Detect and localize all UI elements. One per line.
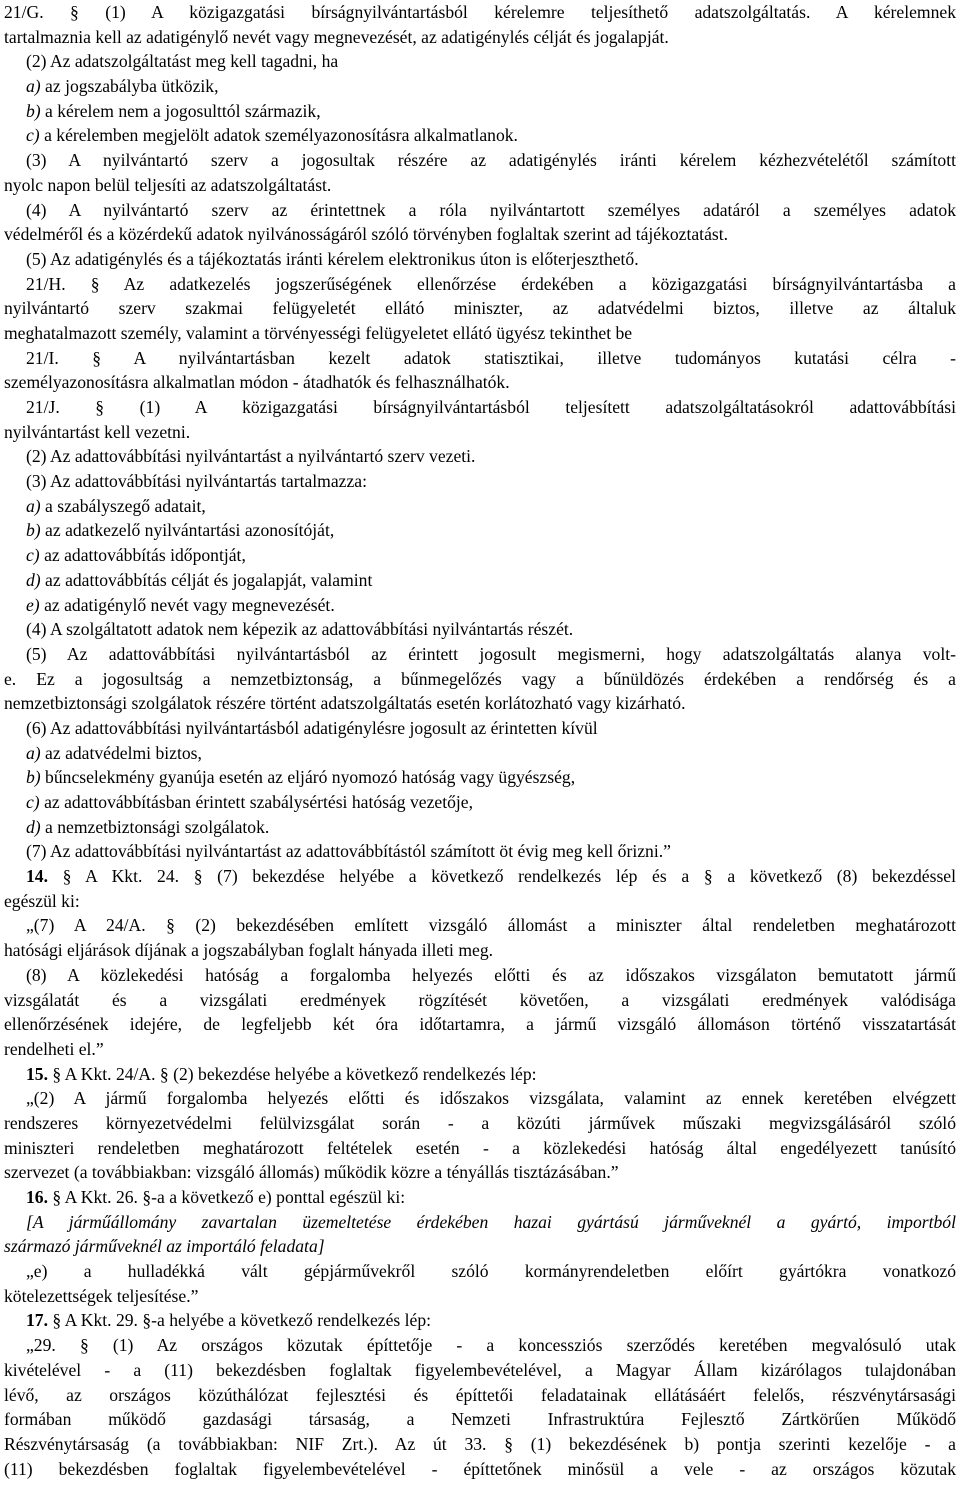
text-line: (6) Az adattovábbítási nyilvántartásból adatigénylésre jogosult az érintetten kívül xyxy=(26,717,598,738)
text-line: b) a kérelem nem a jogosulttól származik, xyxy=(26,100,321,121)
text-line: d) a nemzetbiztonsági szolgálatok. xyxy=(26,816,270,837)
text-line: (7) Az adattovábbítási nyilvántartást az adattovábbítástól számított öt évig meg kell őrizni.” xyxy=(26,841,671,862)
list-marker: d) xyxy=(26,569,41,590)
text-line: „(2) A jármű forgalomba helyezés előtti és időszakos vizsgálata, valamint az ennek keretében elvégzett xyxy=(26,1088,956,1109)
text-line: 21/G. § (1) A közigazgatási bírságnyilvántartásból kérelemre teljesíthető adatszolgáltatás. A kérelemnek xyxy=(4,2,956,22)
text-line: nyilvántartást kell vezetni. xyxy=(4,421,191,442)
text-line: (3) A nyilvántartó szerv a jogosultak részére az adatigénylés iránti kérelem kézhezvételétől számított xyxy=(26,150,956,171)
text-line: 21/J. § (1) A közigazgatási bírságnyilvántartásból teljesített adatszolgáltatásokról adattovábbítási xyxy=(26,397,956,417)
text-line: 21/I. § A nyilvántartásban kezelt adatok statisztikai, illetve tudományos kutatási célra - xyxy=(26,347,956,368)
text-line: ellenőrzésének idejére, de legfeljebb két óra időtartamra, a jármű vizsgáló állomáson történő visszatartását xyxy=(4,1014,956,1035)
list-marker: a) xyxy=(26,495,41,516)
section-number: 14. xyxy=(26,866,48,887)
text-line: 21/H. § Az adatkezelés jogszerűségének ellenőrzése érdekében a közigazgatási bírságnyilvántartásba a xyxy=(26,273,956,294)
text-line: 14. § A Kkt. 24. § (7) bekezdése helyébe a következő rendelkezés lép és a § a következő (8) bekezdéssel xyxy=(26,866,956,887)
text-line: 16. § A Kkt. 26. §-a a következő e) ponttal egészül ki: xyxy=(26,1187,406,1207)
text-line: c) az adattovábbítás időpontját, xyxy=(26,545,246,566)
section-number: 15. xyxy=(26,1063,48,1084)
text-line: „e) a hulladékká vált gépjárművekről szóló kormányrendeletben előírt gyártókra vonatkozó xyxy=(26,1261,956,1282)
text-line: a) a szabályszegő adatait, xyxy=(26,495,206,516)
text-line: Részvénytársaság (a továbbiakban: NIF Zrt.). Az út 33. § (1) bekezdésének b) pontja szerinti kezelője - a xyxy=(4,1433,956,1454)
list-marker: c) xyxy=(26,792,40,812)
text-line: b) az adatkezelő nyilvántartási azonosítóját, xyxy=(26,520,335,541)
text-line: vizsgálatát és a vizsgálati eredmények rögzítését követően, a vizsgálati eredmények valódisága xyxy=(4,989,956,1010)
text-line: rendszeres környezetvédelmi felülvizsgálat során - a közúti járművek műszaki megvizsgálásáról szóló xyxy=(4,1112,956,1133)
text-line: szervezet (a továbbiakban: vizsgáló állomás) működik közre a tényállás tisztázásában.” xyxy=(4,1162,619,1183)
section-number: 16. xyxy=(26,1187,48,1207)
text-line: lévő, az országos közúthálózat fejlesztési és építtetői feladatainak ellátásáért felelős, részvénytársasági xyxy=(4,1384,956,1405)
text-line: b) bűncselekmény gyanúja esetén az eljáró nyomozó hatóság vagy ügyészség, xyxy=(26,767,576,788)
text-line: (4) A nyilvántartó szerv az érintettnek a róla nyilvántartott személyes adatáról a személyes adatok xyxy=(26,199,956,220)
italic-text: származó járműveknél az importáló feladata] xyxy=(4,1236,325,1257)
text-line: d) az adattovábbítás célját és jogalapját, valamint xyxy=(26,569,373,590)
text-line: e. Ez a jogosultság a nemzetbiztonság, a bűnmegelőzés vagy a bűnüldözés érdekében a rendőrség és a xyxy=(4,668,956,689)
list-marker: a) xyxy=(26,76,41,97)
text-line: rendelheti el.” xyxy=(4,1038,104,1059)
text-line: a) az adatvédelmi biztos, xyxy=(26,742,202,763)
text-line: formában működő gazdasági társaság, a Nemzeti Infrastruktúra Fejlesztő Zártkörűen Működő xyxy=(4,1409,956,1430)
text-line: hatósági eljárások díjának a jogszabályban foglalt hányada illeti meg. xyxy=(4,940,494,961)
text-line: kivételével - a (11) bekezdésben foglaltak figyelembevételével, a Magyar Állam kizárólagos tulajdonában xyxy=(4,1359,956,1380)
list-marker: b) xyxy=(26,520,41,541)
list-marker: c) xyxy=(26,545,40,566)
text-line: (5) Az adattovábbítási nyilvántartásból az érintett jogosult megismerni, hogy adatszolgáltatás alanya volt- xyxy=(26,643,956,664)
text-line: a) az jogszabályba ütközik, xyxy=(26,76,219,97)
text-line: kötelezettségek teljesítése.” xyxy=(4,1285,199,1306)
text-line: e) az adatigénylő nevét vagy megnevezését. xyxy=(26,594,335,615)
list-marker: b) xyxy=(26,767,41,788)
list-marker: a) xyxy=(26,742,41,763)
text-line: nyilvántartó szerv szakmai felügyeletét ellátó miniszter, az adatvédelmi biztos, illetve az általuk xyxy=(4,298,956,319)
text-line: (2) Az adattovábbítási nyilvántartást a nyilvántartó szerv vezeti. xyxy=(26,446,476,467)
text-line: egészül ki: xyxy=(4,890,80,911)
text-line: (11) bekezdésben foglaltak figyelembevételével - építtetőnek minősül a vele - az országos közutak xyxy=(4,1458,956,1479)
text-line xyxy=(4,1210,956,1235)
text-line: meghatalmazott személy, valamint a törvényességi felügyeletet ellátó ügyész tekinthet be xyxy=(4,322,633,343)
section-number: 17. xyxy=(26,1310,48,1331)
text-line: 15. § A Kkt. 24/A. § (2) bekezdése helyébe a következő rendelkezés lép: xyxy=(26,1063,537,1084)
italic-text: [A járműállomány zavartalan üzemeltetése érdekében hazai gyártású járműveknél a gyártó, importból xyxy=(26,1211,956,1232)
text-line: személyazonosításra alkalmatlan módon - átadhatók és felhasználhatók. xyxy=(4,372,510,393)
text-line: (3) Az adattovábbítási nyilvántartás tartalmazza: xyxy=(26,471,367,492)
text-line: „(7) A 24/A. § (2) bekezdésében említett vizsgáló állomást a miniszter által rendeletben meghatározott xyxy=(26,915,956,936)
text-line: tartalmaznia kell az adatigénylő nevét vagy megnevezését, az adatigénylés célját és jogalapját. xyxy=(4,26,669,47)
text-line: nemzetbiztonsági szolgálatok részére történt adatszolgáltatás esetén korlátozható vagy kizárható. xyxy=(4,693,686,714)
list-marker: e) xyxy=(26,594,40,615)
text-line: (5) Az adatigénylés és a tájékoztatás iránti kérelem elektronikus úton is előterjeszthető. xyxy=(26,248,639,269)
text-line: (8) A közlekedési hatóság a forgalomba helyezés előtti és az időszakos vizsgálaton bemutatott jármű xyxy=(26,964,956,985)
list-marker: c) xyxy=(26,125,40,146)
list-marker: d) xyxy=(26,816,41,837)
text-line: 17. § A Kkt. 29. §-a helyébe a következő rendelkezés lép: xyxy=(26,1310,432,1331)
text-line: (4) A szolgáltatott adatok nem képezik az adattovábbítási nyilvántartás részét. xyxy=(26,619,574,640)
list-marker: b) xyxy=(26,100,41,121)
text-line: (2) Az adatszolgáltatást meg kell tagadni, ha xyxy=(26,51,339,72)
text-line: miniszteri rendeletben meghatározott feltételek esetén - a közlekedési hatóság által engedélyezett tanúsító xyxy=(4,1137,956,1158)
text-line: „29. § (1) Az országos közutak építtetője - a koncessziós szerződés keretében megvalósuló utak xyxy=(26,1335,956,1356)
text-line xyxy=(4,1234,956,1259)
text-line: védelméről és a közérdekű adatok nyilvánosságáról szóló törvényben foglaltak szerint ad tájékoztatást. xyxy=(4,224,729,245)
text-line: nyolc napon belül teljesíti az adatszolgáltatást. xyxy=(4,174,332,195)
text-line: c) a kérelemben megjelölt adatok személyazonosításra alkalmatlanok. xyxy=(26,125,518,146)
text-line: c) az adattovábbításban érintett szabálysértési hatóság vezetője, xyxy=(26,792,473,812)
